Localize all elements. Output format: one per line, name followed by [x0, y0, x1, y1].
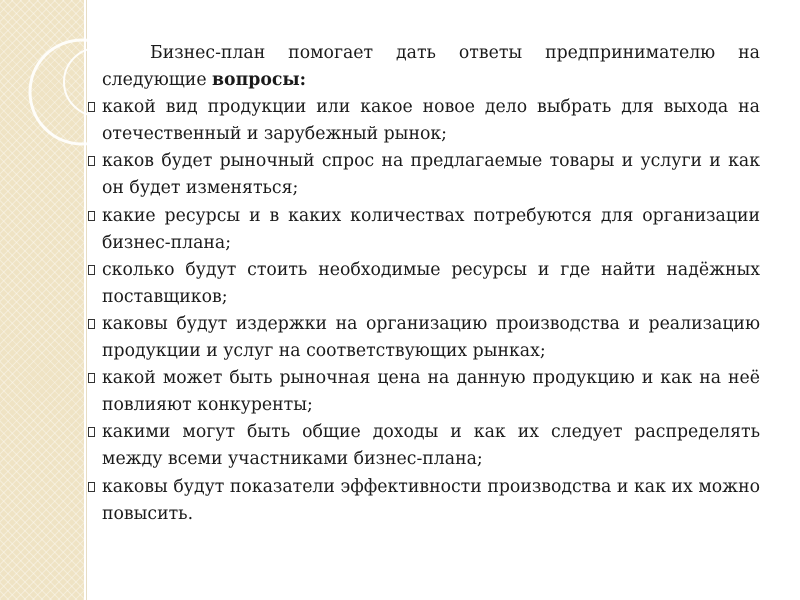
question-text: каков будет рыночный спрос на предлагаемые товары и услуги и как он будет изменяться; — [102, 151, 760, 199]
intro-emphasis: вопросы: — [212, 70, 307, 91]
list-item — [88, 311, 760, 365]
question-list — [88, 94, 760, 528]
question-text: какой вид продукции или какое новое дело выбрать для выхода на отечественный и зарубежный рынок; — [102, 97, 760, 145]
list-item — [88, 257, 760, 311]
list-item — [88, 419, 760, 473]
question-text: каковы будут издержки на организацию производства и реализацию продукции и услуг на соответствующих рынках; — [102, 313, 760, 362]
question-text: какие ресурсы и в каких количествах потребуются для организации бизнес-плана; — [102, 205, 760, 253]
list-item — [88, 474, 760, 528]
bullet-box-icon — [88, 319, 95, 329]
intro-paragraph — [102, 40, 760, 94]
bullet-box-icon — [88, 211, 95, 221]
list-item — [88, 203, 760, 257]
bullet-box-icon — [88, 265, 95, 275]
bullet-box-icon — [88, 482, 95, 492]
intro-text: Бизнес-план помогает дать ответы предпринимателю на следующие — [102, 43, 760, 91]
question-text: сколько будут стоить необходимые ресурсы и где найти надёжных поставщиков; — [102, 259, 760, 307]
slide-content — [88, 40, 760, 528]
list-item — [88, 365, 760, 419]
list-item — [88, 94, 760, 148]
bullet-box-icon — [88, 427, 95, 437]
question-text: какими могут быть общие доходы и как их следует распределять между всеми участниками бизнес-плана; — [102, 422, 760, 470]
question-text: какой может быть рыночная цена на данную продукцию и как на неё повлияют конкуренты; — [102, 368, 760, 416]
question-text: каковы будут показатели эффективности производства и как их можно повысить. — [102, 476, 760, 524]
bullet-box-icon — [88, 102, 95, 112]
list-item — [88, 148, 760, 202]
bullet-box-icon — [88, 156, 95, 166]
bullet-box-icon — [88, 373, 95, 383]
